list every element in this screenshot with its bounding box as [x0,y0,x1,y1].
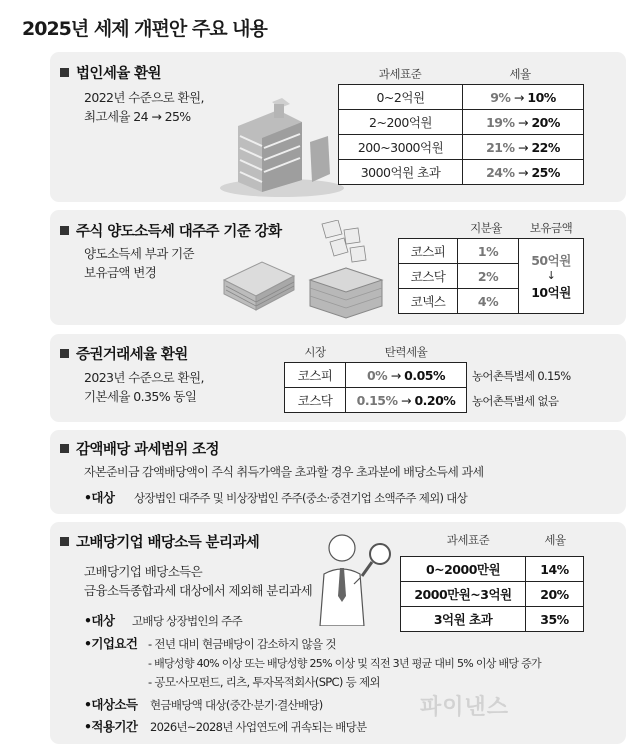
section-stock-title: 주식 양도소득세 대주주 기준 강화 [60,220,282,241]
section-reduction-title: 감액배당 과세범위 조정 [60,438,219,459]
section-corp-title: 법인세율 환원 [60,62,161,83]
reduction-desc: 자본준비금 감액배당액이 주식 취득가액을 초과할 경우 초과분에 배당소득세 과세 [84,465,484,479]
high-req-label: •기업요건 [84,636,138,651]
high-req-item-3: - 공모·사모펀드, 리츠, 투자목적회사(SPC) 등 제외 [148,675,380,689]
high-row-1-rate: 14% [525,556,584,582]
corp-row-1-rate: 9% → 10% [462,84,584,110]
businessman-illustration [302,526,402,626]
corp-head-base: 과세표준 [378,67,422,81]
high-period-text: 2026년~2028년 사업연도에 귀속되는 배당분 [150,720,367,734]
high-row-2-base: 2000만원~3억원 [400,581,526,607]
high-head-base: 과세표준 [446,533,490,547]
corp-desc: 2022년 수준으로 환원, 최고세율 24 → 25% [84,90,204,124]
trade-row-1-note: 농어촌특별세 0.15% [472,369,571,383]
high-income-text: 현금배당액 대상(중간·분기·결산배당) [150,698,323,712]
corp-row-4-rate: 24% → 25% [462,159,584,185]
corp-row-3-base: 200~3000억원 [338,134,463,160]
corp-row-3-rate: 21% → 22% [462,134,584,160]
trade-head-rate: 탄력세율 [384,345,428,359]
stock-row-1-market: 코스피 [398,238,458,264]
high-target-label: •대상 [84,613,115,628]
high-row-3-base: 3억원 초과 [400,606,526,632]
watermark: 파이낸스 [420,695,510,720]
high-income-label: •대상소득 [84,697,138,712]
high-row-2-rate: 20% [525,581,584,607]
trade-row-2-market: 코스닥 [284,387,346,413]
corp-row-1-base: 0~2억원 [338,84,463,110]
money-illustration [222,220,392,320]
reduction-target-label: •대상 [84,490,115,505]
stock-row-3-market: 코넥스 [398,288,458,314]
building-illustration [218,96,348,198]
trade-row-1-rate: 0% → 0.05% [345,362,467,388]
high-target-text: 고배당 상장법인의 주주 [132,614,242,628]
corp-row-2-base: 2~200억원 [338,109,463,135]
stock-desc: 양도소득세 부과 기준 보유금액 변경 [84,246,195,280]
trade-head-market: 시장 [304,345,326,359]
trade-row-2-note: 농어촌특별세 없음 [472,394,559,408]
trade-desc: 2023년 수준으로 환원, 기본세율 0.35% 동일 [84,370,204,404]
corp-head-rate: 세율 [509,67,531,81]
section-high-title: 고배당기업 배당소득 분리과세 [60,531,259,552]
high-req-item-1: - 전년 대비 현금배당이 감소하지 않을 것 [148,637,336,651]
high-row-3-rate: 35% [525,606,584,632]
high-row-1-base: 0~2000만원 [400,556,526,582]
reduction-target-text: 상장법인 대주주 및 비상장법인 주주(중소·중견기업 소액주주 제외) 대상 [134,491,468,505]
trade-row-2-rate: 0.15% → 0.20% [345,387,467,413]
high-period-label: •적용기간 [84,719,138,734]
stock-head-amount: 보유금액 [529,221,573,235]
high-desc: 고배당기업 배당소득은 금융소득종합과세 대상에서 제외해 분리과세 [84,564,313,598]
stock-head-share: 지분율 [470,221,502,235]
stock-amount-cell: 50억원 ↓ 10억원 [518,238,584,314]
high-head-rate: 세율 [544,533,566,547]
high-req-item-2: - 배당성향 40% 이상 또는 배당성향 25% 이상 및 직전 3년 평균 대비 5% 이상 배당 증가 [148,657,541,670]
stock-row-2-market: 코스닥 [398,263,458,289]
corp-row-2-rate: 19% → 20% [462,109,584,135]
page-title: 2025년 세제 개편안 주요 내용 [22,18,267,40]
stock-row-2-share: 2% [457,263,519,289]
stock-row-1-share: 1% [457,238,519,264]
corp-row-4-base: 3000억원 초과 [338,159,463,185]
section-trade-title: 증권거래세율 환원 [60,343,188,364]
trade-row-1-market: 코스피 [284,362,346,388]
stock-row-3-share: 4% [457,288,519,314]
